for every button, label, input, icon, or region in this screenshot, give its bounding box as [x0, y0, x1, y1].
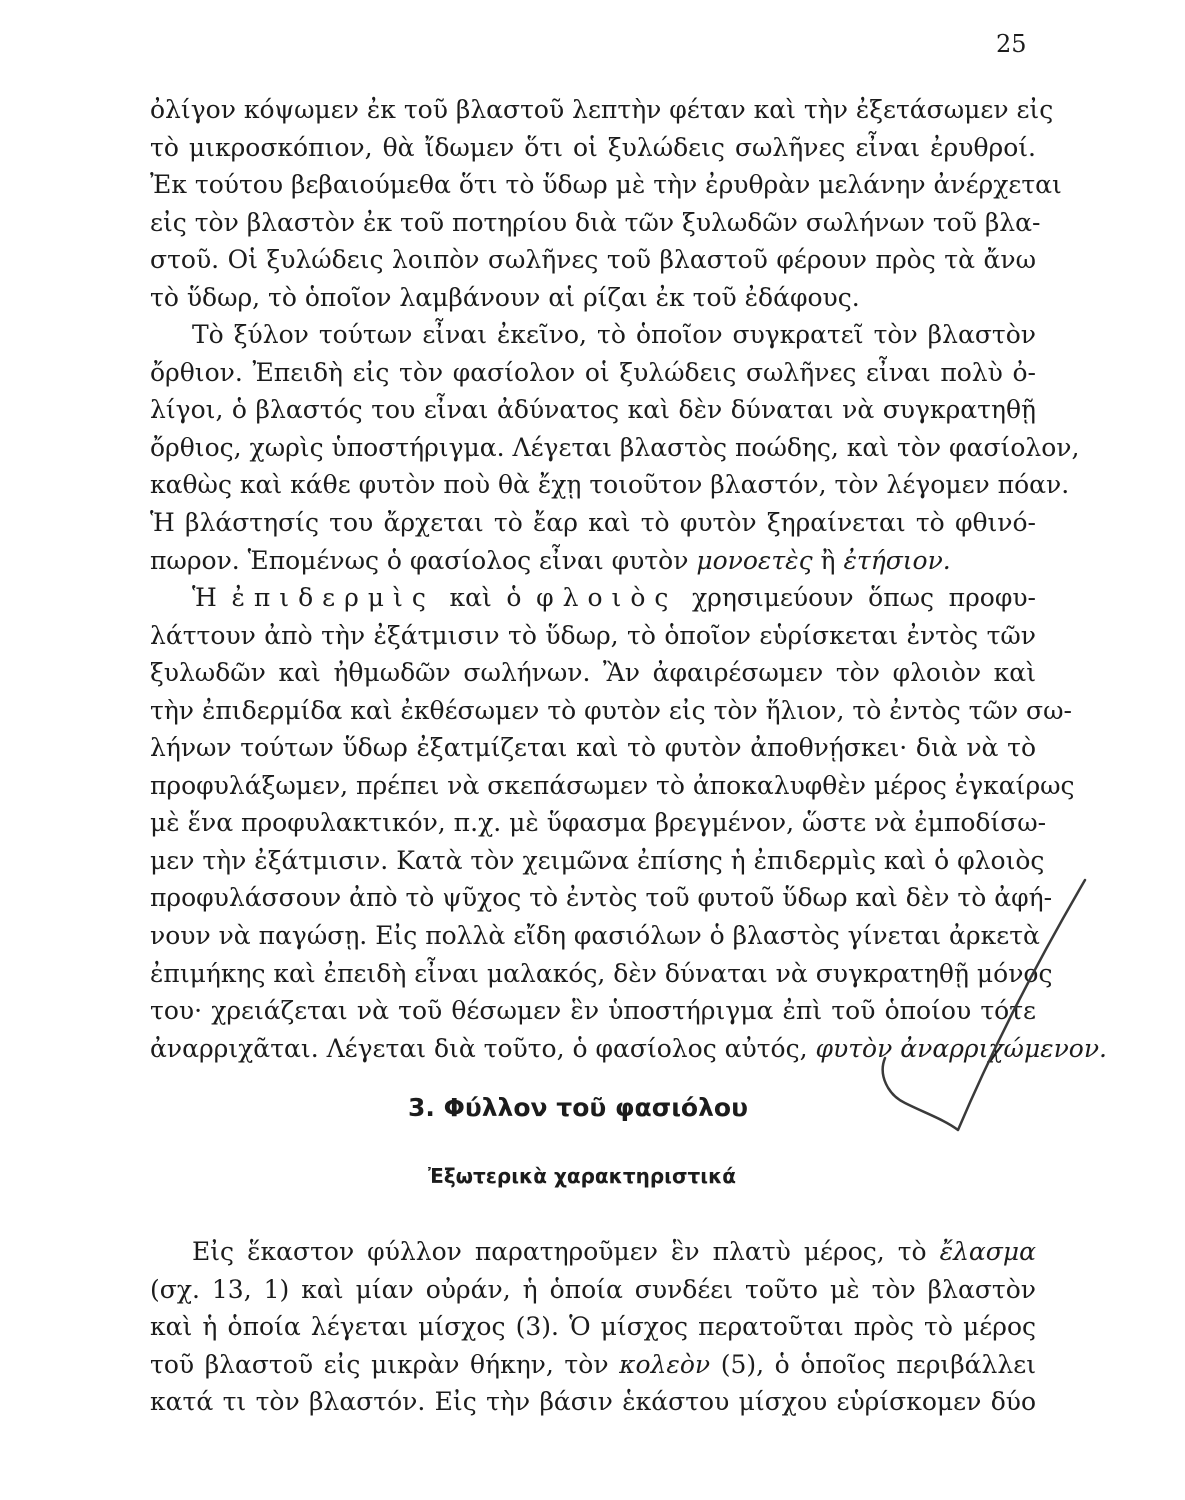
text-line: τὸ μικροσκόπιον, θὰ ἴδωμεν ὅτι οἱ ξυλώδεις σωλῆνες εἶναι ἐρυθροί.	[150, 132, 1036, 162]
text-line: τὴν ἐπιδερμίδα καὶ ἐκθέσωμεν τὸ φυτὸν εἰς τὸν ἥλιον, τὸ ἐντὸς τῶν σω-	[150, 695, 1072, 725]
spaced-term: ἐπιδερμὶς	[231, 583, 435, 613]
text-run: Εἰς ἕκαστον φύλλον παρατηροῦμεν ἓν πλατὺ μέρος, τὸ	[192, 1237, 940, 1266]
text-run: τοῦ βλαστοῦ εἰς μικρὰν θήκην, τὸν	[150, 1349, 620, 1379]
text-line: προφυλάσσουν ἀπὸ τὸ ψῦχος τὸ ἐντὸς τοῦ φυτοῦ ὕδωρ καὶ δὲν τὸ ἀφή-	[150, 883, 1053, 913]
text-line: ὄρθιον. Ἐπειδὴ εἰς τὸν φασίολον οἱ ξυλώδεις σωλῆνες εἶναι πολὺ ὀ-	[150, 357, 1036, 387]
text-run: χρησιμεύουν ὅπως προφυ-	[677, 583, 1036, 613]
page-number: 25	[996, 30, 1027, 58]
text-line: λάττουν ἀπὸ τὴν ἐξάτμισιν τὸ ὕδωρ, τὸ ὁποῖον εὑρίσκεται ἐντὸς τῶν	[150, 620, 1036, 650]
text-line: ὀλίγον κόψωμεν ἐκ τοῦ βλαστοῦ λεπτὴν φέταν καὶ τὴν ἐξετάσωμεν εἰς	[150, 95, 1054, 124]
italic-term: κολεὸν	[619, 1349, 711, 1379]
section-heading: 3. Φύλλον τοῦ φασιόλου	[408, 1093, 748, 1122]
text-line: τὸ ὕδωρ, τὸ ὁποῖον λαμβάνουν αἱ ρίζαι ἐκ τοῦ ἐδάφους.	[150, 282, 860, 312]
text-run: καὶ ὁ	[434, 583, 537, 613]
text-run: ἀναρριχᾶται. Λέγεται διὰ τοῦτο, ὁ φασίολος αὐτός,	[150, 1033, 816, 1063]
text-line: του· χρειάζεται νὰ τοῦ θέσωμεν ἓν ὑποστήριγμα ἐπὶ τοῦ ὁποίου τότε	[150, 996, 1036, 1026]
text-line: καὶ ἡ ὁποία λέγεται μίσχος (3). Ὁ μίσχος περατοῦται πρὸς τὸ μέρος	[150, 1312, 1036, 1342]
text-line: μὲ ἕνα προφυλακτικόν, π.χ. μὲ ὕφασμα βρεγμένον, ὥστε νὰ ἐμποδίσω-	[150, 808, 1047, 838]
italic-term: ἐτήσιον.	[843, 545, 951, 575]
italic-term: φυτὸν ἀναρριχώμενον.	[815, 1033, 1107, 1063]
text-line: νουν νὰ παγώσῃ. Εἰς πολλὰ εἴδη φασιόλων ὁ βλαστὸς γίνεται ἀρκετὰ	[150, 921, 1040, 951]
text-line: μεν τὴν ἐξάτμισιν. Κατὰ τὸν χειμῶνα ἐπίσης ἡ ἐπιδερμὶς καὶ ὁ φλοιὸς	[150, 845, 1045, 875]
text-run: ἢ	[812, 545, 844, 575]
text-line: καθὼς καὶ κάθε φυτὸν ποὺ θὰ ἔχῃ τοιοῦτον βλαστόν, τὸν λέγομεν πόαν.	[150, 470, 1070, 500]
text-line: εἰς τὸν βλαστὸν ἐκ τοῦ ποτηρίου διὰ τῶν ξυλωδῶν σωλήνων τοῦ βλα-	[150, 207, 1041, 237]
text-line: ἐπιμήκης καὶ ἐπειδὴ εἶναι μαλακός, δὲν δύναται νὰ συγκρατηθῇ μόνος	[150, 958, 1053, 988]
spaced-term: φλοιὸς	[536, 583, 678, 613]
section-subheading: Ἐξωτερικὰ χαρακτηριστικά	[428, 1164, 737, 1188]
text-line: προφυλάξωμεν, πρέπει νὰ σκεπάσωμεν τὸ ἀποκαλυφθὲν μέρος ἐγκαίρως	[150, 770, 1075, 800]
text-line: Ἡ βλάστησίς του ἄρχεται τὸ ἔαρ καὶ τὸ φυτὸν ξηραίνεται τὸ φθινό-	[150, 508, 1036, 538]
text-line: Τὸ ξύλον τούτων εἶναι ἐκεῖνο, τὸ ὁποῖον συγκρατεῖ τὸν βλαστὸν	[192, 320, 1036, 350]
text-run: (5), ὁ ὁποῖος περιβάλλει	[710, 1349, 1036, 1379]
text-line: στοῦ. Οἱ ξυλώδεις λοιπὸν σωλῆνες τοῦ βλαστοῦ φέρουν πρὸς τὰ ἄνω	[150, 245, 1036, 275]
text-line: (σχ. 13, 1) καὶ μίαν οὐράν, ἡ ὁποία συνδέει τοῦτο μὲ τὸν βλαστὸν	[150, 1274, 1036, 1304]
text-run: Ἡ	[192, 583, 232, 613]
text-run: πωρον. Ἑπομένως ὁ φασίολος εἶναι φυτὸν	[150, 545, 697, 575]
text-line: ξυλωδῶν καὶ ἠθμωδῶν σωλήνων. Ἂν ἀφαιρέσωμεν τὸν φλοιὸν καὶ	[150, 658, 1036, 688]
text-line: ὄρθιος, χωρὶς ὑποστήριγμα. Λέγεται βλαστὸς ποώδης, καὶ τὸν φασίολον,	[150, 432, 1080, 462]
italic-term: μονοετὲς	[696, 545, 813, 575]
text-line: κατά τι τὸν βλαστόν. Εἰς τὴν βάσιν ἑκάστου μίσχου εὑρίσκομεν δύο	[150, 1387, 1036, 1417]
text-line: Ἐκ τούτου βεβαιούμεθα ὅτι τὸ ὕδωρ μὲ τὴν ἐρυθρὰν μελάνην ἀνέρχεται	[150, 170, 1062, 200]
text-line: λίγοι, ὁ βλαστός του εἶναι ἀδύνατος καὶ δὲν δύναται νὰ συγκρατηθῇ	[150, 395, 1036, 425]
italic-term: ἔλασμα	[939, 1237, 1036, 1266]
text-line: λήνων τούτων ὕδωρ ἐξατμίζεται καὶ τὸ φυτὸν ἀποθνῄσκει· διὰ νὰ τὸ	[150, 733, 1036, 763]
